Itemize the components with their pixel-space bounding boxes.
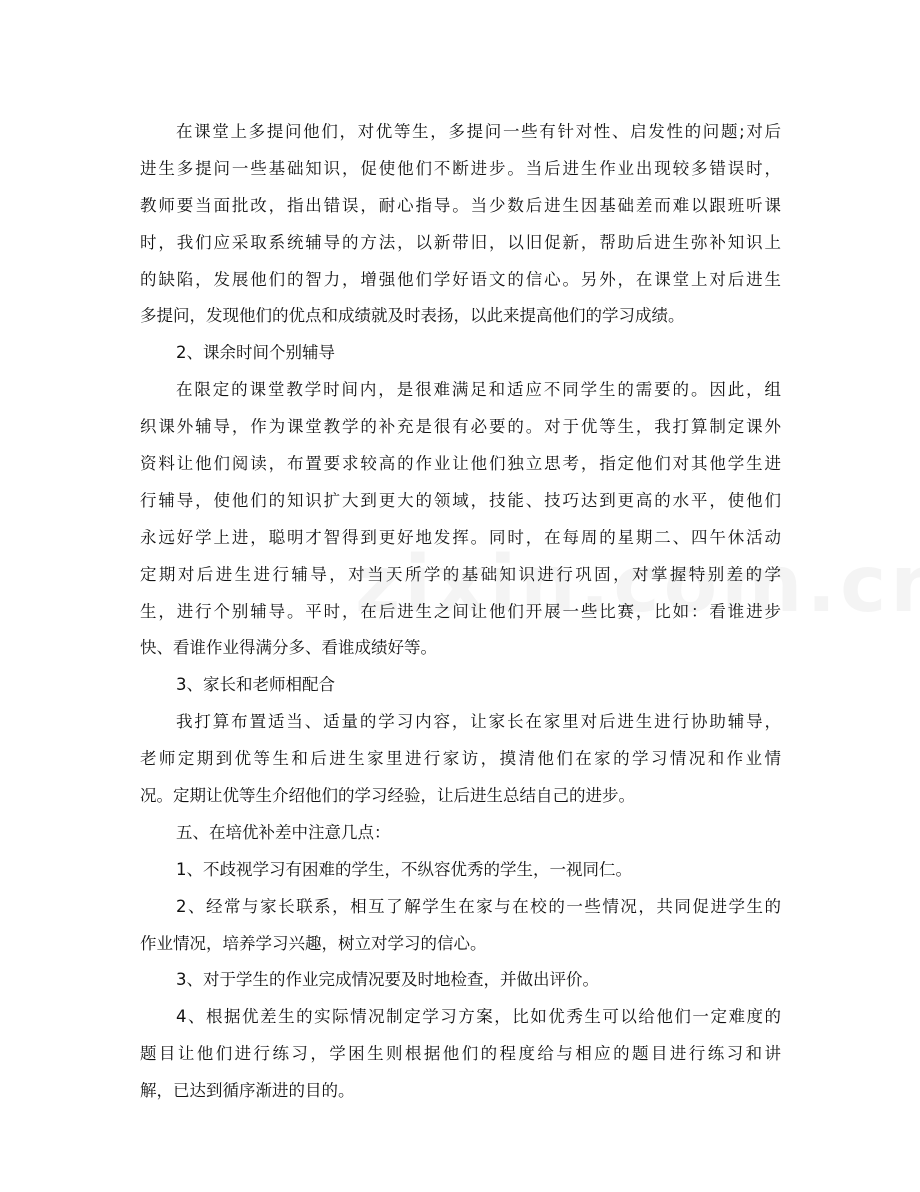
text-line: 多提问，发现他们的优点和成绩就及时表扬，以此来提高他们的学习成绩。	[140, 306, 685, 326]
heading-parents-teachers	[140, 667, 781, 704]
text-line: 进生多提问一些基础知识，促使他们不断进步。当后进生作业出现较多错误时，	[140, 158, 781, 178]
heading-after-class-tutoring	[140, 335, 781, 372]
section-heading: 五、在培优补差中注意几点：	[176, 822, 391, 842]
text-line: 4、根据优差生的实际情况制定学习方案，比如优秀生可以给他们一定难度的	[176, 1007, 781, 1027]
text-line: 时，我们应采取系统辅导的方法，以新带旧，以旧促新，帮助后进生弥补知识上	[140, 232, 781, 252]
text-line: 的缺陷，发展他们的智力，增强他们学好语文的信心。另外，在课堂上对后进生	[140, 269, 781, 289]
text-line: 在限定的课堂教学时间内，是很难满足和适应不同学生的需要的。因此，组	[176, 380, 781, 400]
text-line: 行辅导，使他们的知识扩大到更大的领域，技能、技巧达到更高的水平，使他们	[140, 490, 781, 510]
paragraph-parents-teachers	[140, 704, 781, 815]
text-line: 织课外辅导，作为课堂教学的补充是很有必要的。对于优等生，我打算制定课外	[140, 417, 781, 437]
note-item-1	[140, 852, 781, 889]
text-line: 永远好学上进，聪明才智得到更好地发挥。同时，在每周的星期二、四午休活动	[140, 527, 781, 547]
text-line: 老师定期到优等生和后进生家里进行家访，摸清他们在家的学习情况和作业情	[140, 749, 781, 769]
paragraph-after-class-tutoring	[140, 372, 781, 667]
text-line: 3、对于学生的作业完成情况要及时地检查，并做出评价。	[176, 970, 599, 990]
text-line: 资料让他们阅读，布置要求较高的作业让他们独立思考，指定他们对其他学生进	[140, 454, 781, 474]
text-line: 1、不歧视学习有困难的学生，不纵容优秀的学生，一视同仁。	[176, 859, 632, 879]
section-heading: 2、课余时间个别辅导	[176, 343, 335, 363]
text-line: 我打算布置适当、适量的学习内容，让家长在家里对后进生进行协助辅导，	[176, 712, 781, 732]
heading-notes	[140, 815, 781, 852]
text-line: 生，进行个别辅导。平时，在后进生之间让他们开展一些比赛，比如：看谁进步	[140, 601, 781, 621]
text-line: 解，已达到循序渐进的目的。	[140, 1081, 355, 1101]
text-line: 在课堂上多提问他们，对优等生，多提问一些有针对性、启发性的问题;对后	[176, 122, 781, 141]
text-line: 教师要当面批改，指出错误，耐心指导。当少数后进生因基础差而难以跟班听课	[140, 195, 781, 215]
text-line: 定期对后进生进行辅导，对当天所学的基础知识进行巩固，对掌握特别差的学	[140, 564, 781, 584]
text-line: 2、经常与家长联系，相互了解学生在家与在校的一些情况，共同促进学生的	[176, 896, 781, 916]
text-line: 题目让他们进行练习，学困生则根据他们的程度给与相应的题目进行练习和讲	[140, 1044, 781, 1064]
section-heading: 3、家长和老师相配合	[176, 675, 335, 695]
note-item-2	[140, 889, 781, 963]
paragraph-classroom-questions	[140, 114, 781, 335]
document-body	[140, 114, 781, 1110]
note-item-4	[140, 999, 781, 1110]
text-line: 快、看谁作业得满分多、看谁成绩好等。	[140, 638, 437, 658]
text-line: 况。定期让优等生介绍他们的学习经验，让后进生总结自己的进步。	[140, 786, 635, 806]
text-line: 作业情况，培养学习兴趣，树立对学习的信心。	[140, 933, 487, 953]
note-item-3	[140, 962, 781, 999]
